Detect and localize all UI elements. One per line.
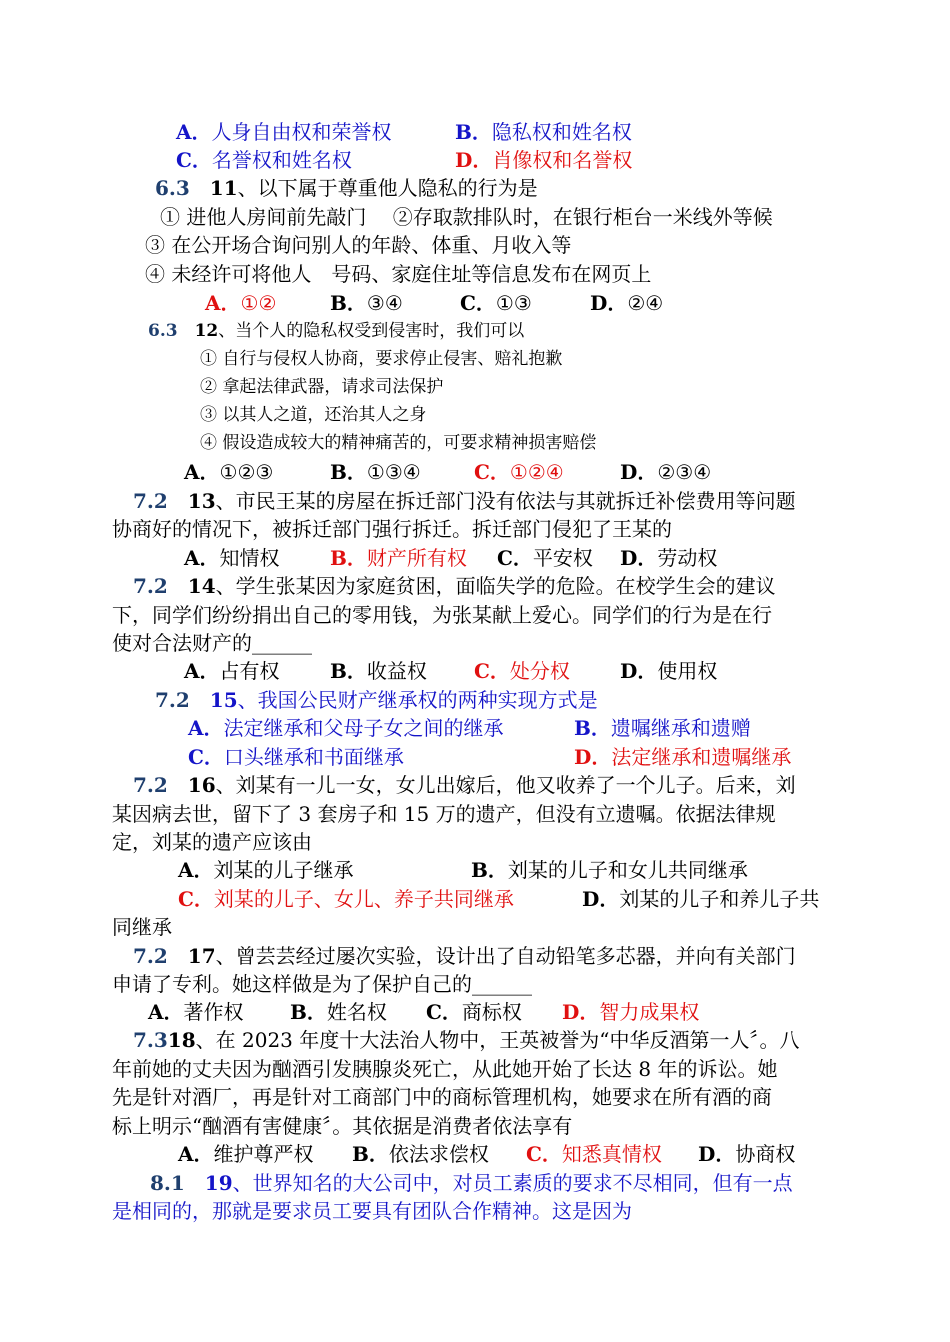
- section-tag: 7.2: [155, 688, 190, 712]
- q11-item-1: ① 进他人房间前先敲门 ②存取款排队时，在银行柜台一米线外等候: [160, 205, 773, 229]
- q14-option-a: A．占有权: [184, 659, 280, 683]
- q11-item-3: ④ 未经许可将他人 号码、家庭住址等信息发布在网页上: [145, 262, 652, 286]
- q18-stem-line1: 7.318、在 2023 年度十大法治人物中，王英被誉为“中华反酒第一人〞。八: [133, 1028, 800, 1052]
- q11-option-a: A．①②: [205, 291, 277, 315]
- section-tag: 7.2: [133, 944, 168, 968]
- q10-option-d: D．肖像权和名誉权: [455, 148, 633, 172]
- q16-option-b: B．刘某的儿子和女儿共同继承: [471, 858, 748, 882]
- q13-option-c: C．平安权: [497, 546, 593, 570]
- section-tag: 7.3: [133, 1028, 168, 1052]
- q18-stem-line2: 年前她的丈夫因为酗酒引发胰腺炎死亡，从此她开始了长达 8 年的诉讼。她: [112, 1057, 778, 1081]
- q14-option-c: C．处分权: [474, 659, 570, 683]
- q16-option-a: A．刘某的儿子继承: [178, 858, 354, 882]
- q18-option-d: D．协商权: [698, 1142, 796, 1166]
- q12-stem: 6.3 12、当个人的隐私权受到侵害时，我们可以: [148, 321, 525, 341]
- section-tag: 6.3: [155, 176, 190, 200]
- q13-option-b: B．财产所有权: [330, 546, 467, 570]
- q18-stem-line4: 标上明示“酗酒有害健康〞。其依据是消费者依法享有: [112, 1114, 573, 1138]
- q14-option-b: B．收益权: [330, 659, 427, 683]
- q13-option-a: A．知情权: [184, 546, 280, 570]
- q19-stem-line1: 8.1 19、世界知名的大公司中，对员工素质的要求不尽相同，但有一点: [150, 1171, 793, 1195]
- q10-option-b: B．隐私权和姓名权: [455, 120, 632, 144]
- q16-option-d: D．刘某的儿子和养儿子共: [582, 887, 820, 911]
- q10-option-a: A．人身自由权和荣誉权: [176, 120, 392, 144]
- q13-stem-line2: 协商好的情况下，被拆迁部门强行拆迁。拆迁部门侵犯了王某的: [112, 517, 672, 541]
- q10-option-c: C．名誉权和姓名权: [176, 148, 352, 172]
- q16-stem-line1: 7.2 16、刘某有一儿一女，女儿出嫁后，他又收养了一个儿子。后来，刘: [133, 773, 796, 797]
- q18-option-b: B．依法求偿权: [352, 1142, 489, 1166]
- q11-option-c: C．①③: [460, 291, 532, 315]
- q17-option-c: C．商标权: [426, 1000, 522, 1024]
- q12-item-4: ④ 假设造成较大的精神痛苦的，可要求精神损害赔偿: [200, 433, 597, 453]
- q16-stem-line2: 某因病去世，留下了 3 套房子和 15 万的遗产，但没有立遗嘱。依据法律规: [112, 802, 776, 826]
- q14-stem-line2: 下，同学们纷纷捐出自己的零用钱，为张某献上爱心。同学们的行为是在行: [112, 603, 772, 627]
- q18-option-a: A．维护尊严权: [178, 1142, 314, 1166]
- section-tag: 6.3: [148, 321, 178, 341]
- q16-option-c: C．刘某的儿子、女儿、养子共同继承: [178, 887, 514, 911]
- q11-stem: 6.3 11、以下属于尊重他人隐私的行为是: [155, 176, 538, 200]
- q17-option-a: A．著作权: [148, 1000, 244, 1024]
- q13-stem-line1: 7.2 13、市民王某的房屋在拆迁部门没有依法与其就拆迁补偿费用等问题: [133, 489, 796, 513]
- section-tag: 7.2: [133, 489, 168, 513]
- q12-item-2: ② 拿起法律武器，请求司法保护: [200, 377, 444, 397]
- section-tag: 7.2: [133, 574, 168, 598]
- q13-option-d: D．劳动权: [620, 546, 718, 570]
- section-tag: 7.2: [133, 773, 168, 797]
- q11-option-d: D．②④: [590, 291, 664, 315]
- q11-option-b: B．③④: [330, 291, 403, 315]
- q12-option-b: B．①③④: [330, 460, 421, 484]
- q12-option-c: C．①②④: [474, 460, 564, 484]
- q18-stem-line3: 先是针对酒厂，再是针对工商部门中的商标管理机构，她要求在所有酒的商: [112, 1085, 772, 1109]
- section-tag: 8.1: [150, 1171, 185, 1195]
- q12-item-1: ① 自行与侵权人协商，要求停止侵害、赔礼抱歉: [200, 349, 563, 369]
- q15-option-b: B．遗嘱继承和遗赠: [574, 716, 751, 740]
- q15-option-a: A．法定继承和父母子女之间的继承: [188, 716, 504, 740]
- q17-option-d: D．智力成果权: [562, 1000, 700, 1024]
- q14-stem-line1: 7.2 14、学生张某因为家庭贫困，面临失学的危险。在校学生会的建议: [133, 574, 776, 598]
- q11-item-2: ③ 在公开场合询问别人的年龄、体重、月收入等: [145, 233, 572, 257]
- q17-stem-line1: 7.2 17、曾芸芸经过屡次实验，设计出了自动铅笔多芯器，并向有关部门: [133, 944, 796, 968]
- q15-option-c: C．口头继承和书面继承: [188, 745, 404, 769]
- q18-option-c: C．知悉真情权: [526, 1142, 662, 1166]
- q16-stem-line3: 定，刘某的遗产应该由: [112, 830, 312, 854]
- q19-stem-line2: 是相同的，那就是要求员工要具有团队合作精神。这是因为: [112, 1199, 632, 1223]
- q12-item-3: ③ 以其人之道，还治其人之身: [200, 405, 427, 425]
- q17-stem-line2: 申请了专利。她这样做是为了保护自己的______: [112, 972, 532, 996]
- q16-option-d-continuation: 同继承: [112, 915, 172, 939]
- q14-option-d: D．使用权: [620, 659, 718, 683]
- q12-option-a: A．①②③: [184, 460, 274, 484]
- q12-option-d: D．②③④: [620, 460, 712, 484]
- q15-option-d: D．法定继承和遗嘱继承: [574, 745, 792, 769]
- q17-option-b: B．姓名权: [290, 1000, 387, 1024]
- q14-stem-line3: 使对合法财产的______: [112, 631, 312, 655]
- q15-stem: 7.2 15、我国公民财产继承权的两种实现方式是: [155, 688, 598, 712]
